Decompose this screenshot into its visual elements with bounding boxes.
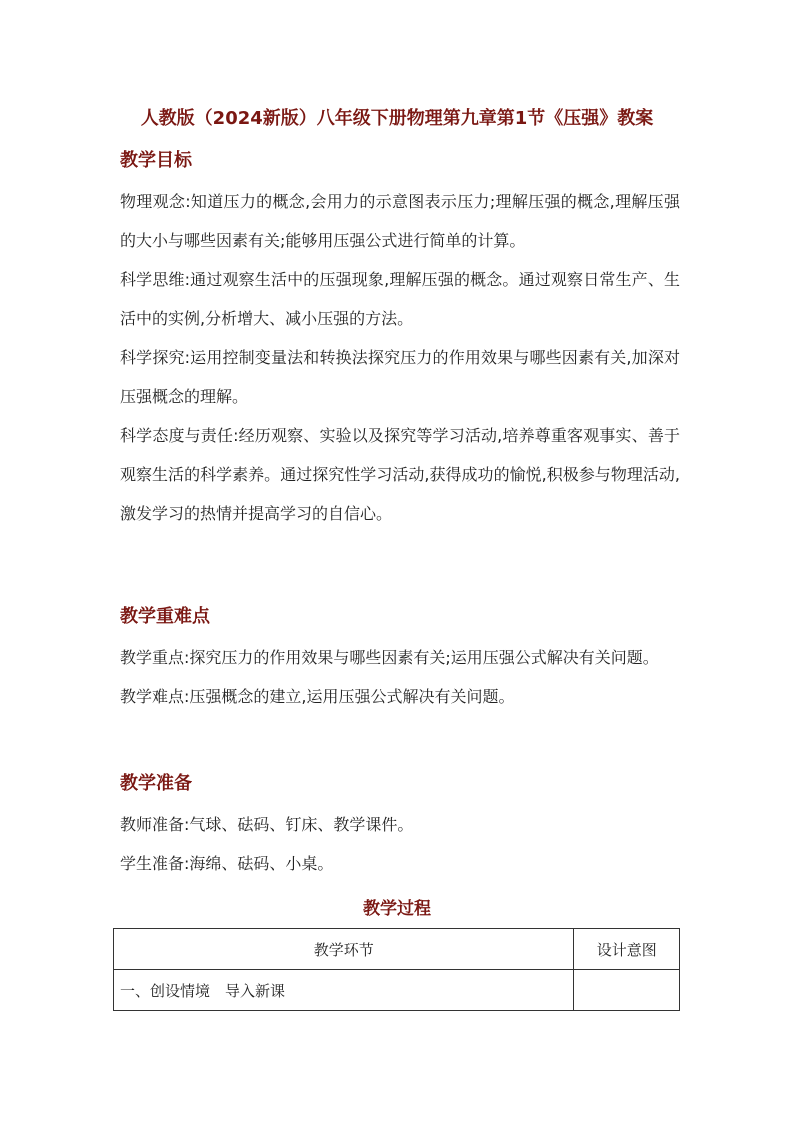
goal-scientific-inquiry: 科学探究:运用控制变量法和转换法探究压力的作用效果与哪些因素有关,加深对压强概念的理解。 bbox=[120, 348, 680, 406]
teaching-preparation-section bbox=[120, 771, 680, 883]
teaching-preparation-heading: 教学准备 bbox=[120, 773, 192, 794]
goal-scientific-thinking: 科学思维:通过观察生活中的压强现象,理解压强的概念。通过观察日常生产、生活中的实例,分析增大、减小压强的方法。 bbox=[120, 270, 680, 328]
teaching-process-table bbox=[113, 928, 680, 1011]
teaching-goals-heading: 教学目标 bbox=[120, 150, 192, 171]
table-header-row bbox=[114, 929, 680, 970]
difficult-point: 教学难点:压强概念的建立,运用压强公式解决有关问题。 bbox=[120, 687, 515, 706]
teacher-preparation: 教师准备:气球、砝码、钉床、教学课件。 bbox=[120, 815, 414, 834]
table-cell-stage: 一、创设情境 导入新课 bbox=[114, 970, 574, 1011]
goal-attitude-responsibility: 科学态度与责任:经历观察、实验以及探究等学习活动,培养尊重客观事实、善于观察生活的科学素养。通过探究性学习活动,获得成功的愉悦,积极参与物理活动,激发学习的热情并提高学习的自信心。 bbox=[120, 426, 680, 523]
student-preparation: 学生准备:海绵、砝码、小桌。 bbox=[120, 854, 334, 873]
teaching-process-heading: 教学过程 bbox=[363, 899, 431, 919]
key-difficult-points-section bbox=[120, 604, 680, 716]
table-row bbox=[114, 970, 680, 1011]
document-title: 人教版（2024新版）八年级下册物理第九章第1节《压强》教案 bbox=[140, 108, 654, 129]
key-difficult-points-heading: 教学重难点 bbox=[120, 606, 210, 627]
teaching-goals-section bbox=[120, 148, 680, 533]
key-point: 教学重点:探究压力的作用效果与哪些因素有关;运用压强公式解决有关问题。 bbox=[120, 648, 659, 667]
column-header-design-intent: 设计意图 bbox=[574, 929, 680, 970]
goal-physics-concept: 物理观念:知道压力的概念,会用力的示意图表示压力;理解压强的概念,理解压强的大小与哪些因素有关;能够用压强公式进行简单的计算。 bbox=[120, 192, 680, 250]
column-header-teaching-stage: 教学环节 bbox=[114, 929, 574, 970]
table-cell-intent bbox=[574, 970, 680, 1011]
